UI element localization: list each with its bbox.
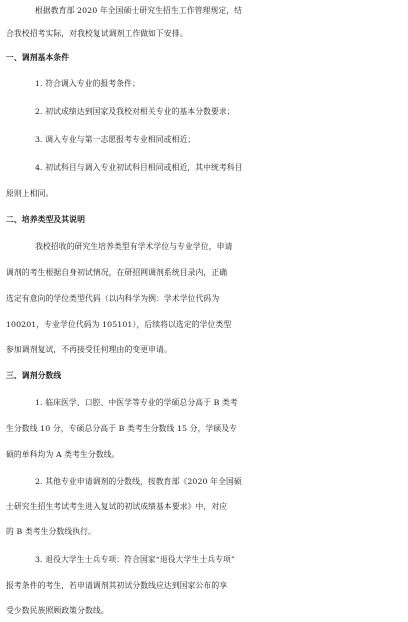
section-2-line-5: 参加调剂复试，不再接受任何理由的变更申请。 xyxy=(6,345,172,354)
section-1-heading: 一、调剂基本条件 xyxy=(6,53,70,62)
section-2-heading: 二、培养类型及其说明 xyxy=(6,215,85,224)
section-1-line-4: 4. 初试科目与调入专业初试科目相同或相近，其中统考科目 xyxy=(35,163,243,172)
section-2-line-4: 100201，专业学位代码为 105101），后续将以选定的学位类型 xyxy=(6,320,232,329)
section-2-line-3: 选定有意向的学位类型代码（以内科学为例：学术学位代码为 xyxy=(6,294,220,303)
section-3-line-2: 生分数线 10 分，专硕总分高于 B 类考生分数线 15 分，学硕及专 xyxy=(6,424,238,433)
section-1-line-1: 1. 符合调入专业的报考条件； xyxy=(35,79,140,88)
intro-line-2: 合我校招考实际，对我校复试调剂工作做如下安排。 xyxy=(6,29,188,38)
section-3-line-8: 报考条件的考生，若申请调剂其初试分数线应达到国家公布的享 xyxy=(6,581,228,590)
section-2-line-1: 我校招收的研究生培养类型有学术学位与专业学位，申请 xyxy=(35,242,233,251)
section-3-line-6: 的 B 类考生分数线执行。 xyxy=(6,527,96,536)
section-2-line-2: 调剂的考生根据自身初试情况，在研招网调剂系统目录内，正确 xyxy=(6,268,228,277)
intro-line-1: 根据教育部 2020 年全国硕士研究生招生工作管理规定，结 xyxy=(35,6,243,15)
section-3-line-4: 2. 其他专业申请调剂的分数线，按教育部《2020 年全国硕 xyxy=(35,477,242,486)
section-1-line-5: 原则上相同。 xyxy=(6,189,54,198)
section-3-line-9: 受少数民族照顾政策分数线。 xyxy=(6,606,109,615)
section-3-line-1: 1. 临床医学、口腔、中医学等专业的学硕总分高于 B 类考 xyxy=(35,398,238,407)
section-3-line-5: 士研究生招生考试考生进入复试的初试成绩基本要求》中，对应 xyxy=(6,502,228,511)
section-1-line-2: 2. 初试成绩达到国家及我校对相关专业的基本分数要求； xyxy=(35,107,235,116)
section-3-line-3: 硕的单科均为 A 类考生分数线。 xyxy=(6,450,120,459)
section-3-line-7: 3. 退役大学生士兵专项：符合国家“退役大学生士兵专项” xyxy=(35,555,236,564)
section-3-heading: 三、调剂分数线 xyxy=(6,371,62,380)
section-1-line-3: 3. 调入专业与第一志愿报考专业相同或相近； xyxy=(35,135,196,144)
